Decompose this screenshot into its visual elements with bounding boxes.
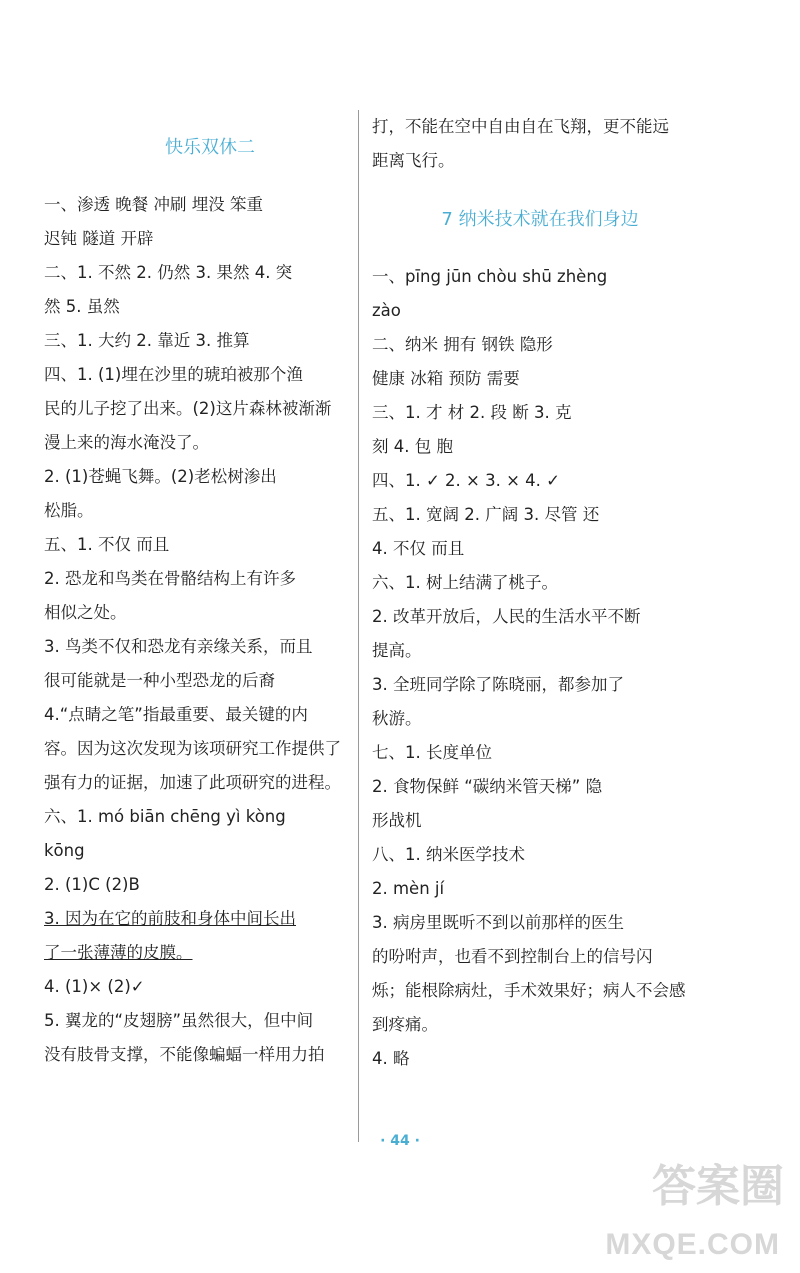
text-line: zào bbox=[372, 301, 401, 320]
right-column bbox=[372, 260, 708, 1076]
text-line: 一、渗透 晚餐 冲刷 埋没 笨重 bbox=[44, 195, 263, 214]
text-line: 距离飞行。 bbox=[372, 151, 455, 170]
text-line: 八、1. 纳米医学技术 bbox=[372, 845, 525, 864]
right-section-title: 7 纳米技术就在我们身边 bbox=[441, 209, 639, 230]
text-line: 3. 因为在它的前肢和身体中间长出 bbox=[44, 909, 296, 928]
text-line: 3. 鸟类不仅和恐龙有亲缘关系，而且 bbox=[44, 637, 313, 656]
page-number: · 44 · bbox=[380, 1133, 420, 1149]
text-line: 二、1. 不然 2. 仍然 3. 果然 4. 突 bbox=[44, 263, 293, 282]
left-column bbox=[44, 188, 372, 1072]
text-line: 秋游。 bbox=[372, 709, 422, 728]
text-line: 漫上来的海水淹没了。 bbox=[44, 433, 209, 452]
text-line: 没有肢骨支撑，不能像蝙蝠一样用力拍 bbox=[44, 1045, 325, 1064]
text-line: 强有力的证据，加速了此项研究的进程。 bbox=[44, 773, 341, 792]
watermark-logo bbox=[560, 1150, 790, 1268]
text-line: 烁；能根除病灶，手术效果好；病人不会感 bbox=[372, 981, 686, 1000]
text-line: 松脂。 bbox=[44, 501, 94, 520]
text-line: 五、1. 不仅 而且 bbox=[44, 535, 170, 554]
text-line: kōng bbox=[44, 841, 85, 860]
text-line: 四、1. ✓ 2. × 3. × 4. ✓ bbox=[372, 471, 560, 490]
text-line: 六、1. mó biān chēng yì kòng bbox=[44, 807, 286, 826]
text-line: 形战机 bbox=[372, 811, 422, 830]
text-line: 2. (1)苍蝇飞舞。(2)老松树渗出 bbox=[44, 467, 277, 486]
watermark-top: 答案圈 bbox=[652, 1161, 784, 1212]
text-line: 提高。 bbox=[372, 641, 422, 660]
watermark-url: MXQE.COM bbox=[605, 1228, 780, 1261]
text-line: 迟钝 隧道 开辟 bbox=[44, 229, 154, 248]
text-line: 了一张薄薄的皮膜。 bbox=[44, 943, 193, 962]
text-line: 六、1. 树上结满了桃子。 bbox=[372, 573, 558, 592]
text-line: 刻 4. 包 胞 bbox=[372, 437, 453, 456]
text-line: 健康 冰箱 预防 需要 bbox=[372, 369, 520, 388]
text-line: 一、pīng jūn chòu shū zhèng bbox=[372, 267, 608, 286]
text-line: 容。因为这次发现为该项研究工作提供了 bbox=[44, 739, 341, 758]
text-line: 到疼痛。 bbox=[372, 1015, 438, 1034]
text-line: 2. (1)C (2)B bbox=[44, 875, 140, 894]
text-line: 相似之处。 bbox=[44, 603, 127, 622]
text-line: 然 5. 虽然 bbox=[44, 297, 120, 316]
text-line: 民的儿子挖了出来。(2)这片森林被渐渐 bbox=[44, 399, 332, 418]
text-line: 2. 恐龙和鸟类在骨骼结构上有许多 bbox=[44, 569, 296, 588]
text-line: 2. 食物保鲜 “碳纳米管天梯” 隐 bbox=[372, 777, 603, 796]
text-line: 很可能就是一种小型恐龙的后裔 bbox=[44, 671, 275, 690]
text-line: 4.“点睛之笔”指最重要、最关键的内 bbox=[44, 705, 308, 724]
text-line: 四、1. (1)埋在沙里的琥珀被那个渔 bbox=[44, 365, 303, 384]
right-column-intro bbox=[372, 110, 708, 178]
text-line: 5. 翼龙的“皮翅膀”虽然很大，但中间 bbox=[44, 1011, 314, 1030]
text-line: 3. 全班同学除了陈晓丽，都参加了 bbox=[372, 675, 624, 694]
text-line: 3. 病房里既听不到以前那样的医生 bbox=[372, 913, 624, 932]
text-line: 三、1. 才 材 2. 段 断 3. 克 bbox=[372, 403, 572, 422]
text-line: 七、1. 长度单位 bbox=[372, 743, 492, 762]
text-line: 2. 改革开放后，人民的生活水平不断 bbox=[372, 607, 641, 626]
text-line: 五、1. 宽阔 2. 广阔 3. 尽管 还 bbox=[372, 505, 600, 524]
text-line: 三、1. 大约 2. 靠近 3. 推算 bbox=[44, 331, 250, 350]
text-line: 打，不能在空中自由自在飞翔，更不能远 bbox=[372, 117, 669, 136]
text-line: 4. 略 bbox=[372, 1049, 410, 1068]
text-line: 二、纳米 拥有 钢铁 隐形 bbox=[372, 335, 553, 354]
text-line: 的吩咐声，也看不到控制台上的信号闪 bbox=[372, 947, 653, 966]
text-line: 2. mèn jí bbox=[372, 879, 445, 898]
left-section-title: 快乐双休二 bbox=[165, 137, 255, 158]
text-line: 4. 不仅 而且 bbox=[372, 539, 465, 558]
text-line: 4. (1)× (2)✓ bbox=[44, 977, 145, 996]
